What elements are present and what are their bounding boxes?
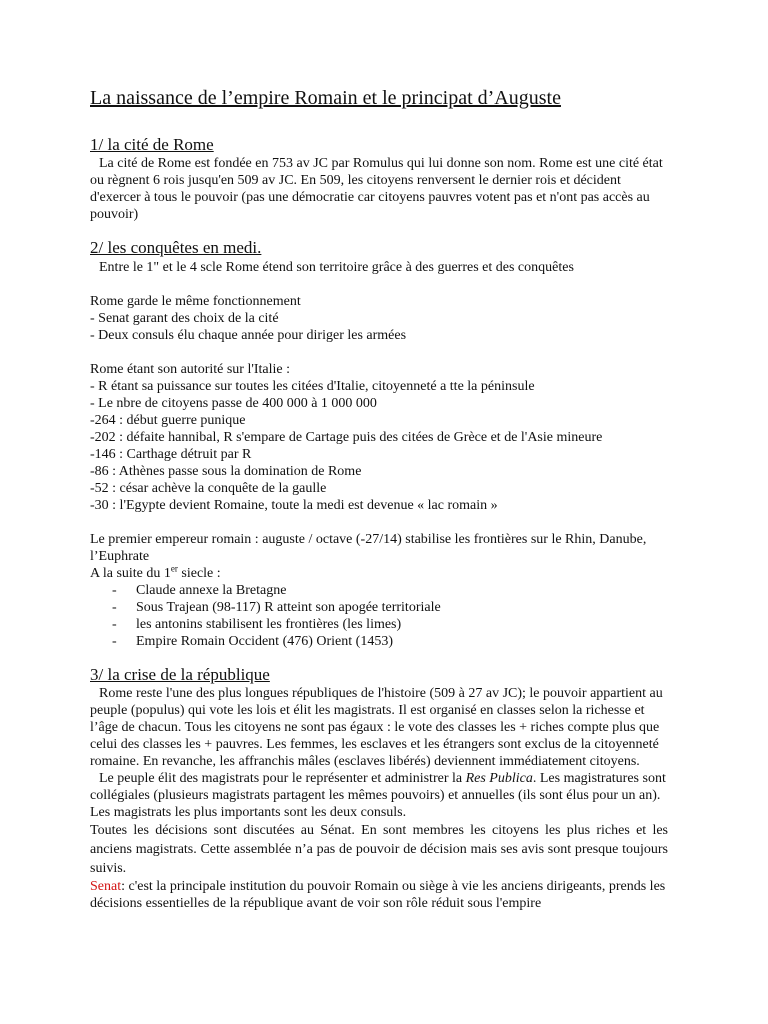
section-1-paragraph: La cité de Rome est fondée en 753 av JC par Romulus qui lui donne son nom. Rome est une cité état ou règnent 6 rois jusqu'en 509 av JC. En 509, les citoyens renversent le dernier rois et décident d'exercer à tous le pouvoir (pas une démocratie car citoyens pauvres votent pas et n'ont pas accès au pouvoir) <box>90 156 663 223</box>
senat-definition: : c'est la principale institution du pouvoir Romain ou siège à vie les anciens dirigeants, prends les décisions essentielles de la république avant de voir son rôle réduit sous l'empire <box>90 878 666 911</box>
res-publica-term: Res Publica <box>465 770 533 786</box>
autorite-intro: Rome étant son autorité sur l'Italie : <box>90 361 291 377</box>
autorite-item: -86 : Athènes passe sous la domination de Rome <box>90 463 362 479</box>
section-3-paragraph-2 <box>90 770 668 821</box>
suite-suffix: siecle : <box>177 565 221 581</box>
suite-item-text: les antonins stabilisent les frontières (les limes) <box>136 616 402 632</box>
suite-prefix: A la suite du 1 <box>90 565 171 581</box>
fonctionnement-item: - Deux consuls élu chaque année pour diriger les armées <box>90 327 407 343</box>
paragraph-2-text-end: . Les magistratures sont collégiales (plusieurs magistrats partagent les mêmes pouvoirs) et annuelles (ils sont élus pour un an). Les magistrats les plus importants sont les deux consuls. <box>90 770 666 820</box>
suite-list-item <box>112 599 668 616</box>
senat-term: Senat <box>90 878 122 894</box>
autorite-item: -202 : défaite hannibal, R s'empare de Cartage puis des citées de Grèce et de l'Asie mineure <box>90 429 603 445</box>
fonctionnement-intro: Rome garde le même fonctionnement <box>90 293 301 309</box>
autorite-item: -146 : Carthage détruit par R <box>90 446 252 462</box>
section-1-heading: 1/ la cité de Rome <box>90 135 214 154</box>
suite-list-item <box>112 633 668 650</box>
empereur-paragraph: Le premier empereur romain : auguste / octave (-27/14) stabilise les frontières sur le Rhin, Danube, l’Euphrate <box>90 531 647 564</box>
suite-item-text: Empire Romain Occident (476) Orient (1453) <box>136 633 393 649</box>
suite-item-text: Sous Trajean (98-117) R atteint son apogée territoriale <box>136 599 441 615</box>
document-title: La naissance de l’empire Romain et le principat d’Auguste <box>90 87 561 109</box>
section-3-heading: 3/ la crise de la république <box>90 664 270 684</box>
dash-bullet-icon: - <box>112 582 117 598</box>
dash-bullet-icon: - <box>112 599 117 615</box>
suite-list <box>90 582 668 650</box>
paragraph-2-text: Le peuple élit des magistrats pour le représenter et administrer la <box>99 770 466 786</box>
autorite-item: -264 : début guerre punique <box>90 412 246 428</box>
section-2-intro: Entre le 1" et le 4 scle Rome étend son territoire grâce à des guerres et des conquêtes <box>99 259 574 275</box>
section-3-paragraph-1: Rome reste l'une des plus longues républiques de l'histoire (509 à 27 av JC); le pouvoir appartient au peuple (populus) qui vote les lois et élit les magistrats. Il est organisé en classes selon la richesse et l’âge de chacun. Tous les citoyens ne sont pas égaux : le vote des classes les + riches compte plus que celui des classes les + pauvres. Les femmes, les esclaves et les étrangers sont exclus de la citoyenneté romaine. En revanche, les affranchis mâles (esclaves libérés) deviennent immédiatement citoyens. <box>90 685 663 769</box>
section-3-paragraph-3: Toutes les décisions sont discutées au Sénat. En sont membres les citoyens les plus riches et les anciens magistrats. Cette assemblée n’a pas de pouvoir de décision mais ses avis sont presque toujours suivis. <box>90 822 668 876</box>
autorite-item: -52 : césar achève la conquête de la gaulle <box>90 480 327 496</box>
autorite-item: -30 : l'Egypte devient Romaine, toute la medi est devenue « lac romain » <box>90 497 498 513</box>
autorite-item: - Le nbre de citoyens passe de 400 000 à 1 000 000 <box>90 395 377 411</box>
suite-sup: er <box>170 562 178 573</box>
suite-item-text: Claude annexe la Bretagne <box>136 582 287 598</box>
autorite-item: - R étant sa puissance sur toutes les citées d'Italie, citoyenneté a tte la péninsule <box>90 378 535 394</box>
dash-bullet-icon: - <box>112 633 117 649</box>
suite-list-item <box>112 582 668 599</box>
fonctionnement-item: - Senat garant des choix de la cité <box>90 310 279 326</box>
dash-bullet-icon: - <box>112 616 117 632</box>
senat-definition-paragraph <box>90 878 668 912</box>
suite-list-item <box>112 616 668 633</box>
section-2-heading: 2/ les conquêtes en medi. <box>90 238 262 258</box>
suite-line <box>90 562 668 582</box>
